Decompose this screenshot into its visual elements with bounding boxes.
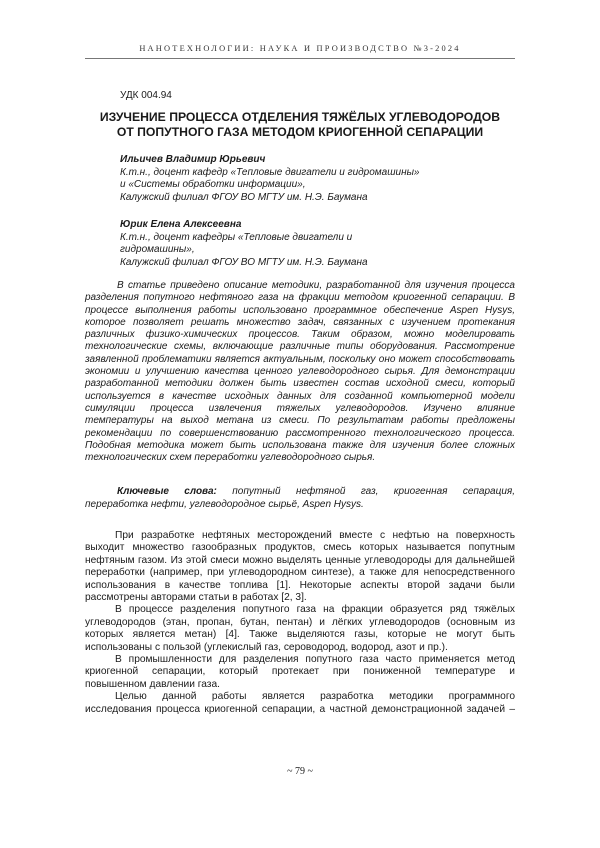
abstract-line: процессе выполнения работы использовано программное обеспечение Aspen Hysys, — [85, 304, 515, 316]
body-line: рассмотрены авторами статьи в работах [2, 3]. — [85, 592, 307, 604]
author-affiliation: Калужский филиал ФГОУ ВО МГТУ им. Н.Э. Баумана — [120, 256, 368, 268]
author-affiliation: К.т.н., доцент кафедры «Тепловые двигатели и — [120, 231, 353, 243]
abstract-line: которое позволяет решать множество задач, связанных с изучением протекания — [85, 316, 515, 328]
author-affiliation: и «Системы обработки информации», — [120, 179, 306, 190]
body-line: выходит множество газообразных продуктов, смесь которых называется попутным — [85, 542, 515, 554]
body-line: переработки (например, при углеводородном синтезе), а также для непосредственного — [85, 567, 515, 579]
body-line: использования в качестве топлива [1]. Некоторые аспекты второй задачи были — [85, 579, 515, 591]
abstract-line: различных физико-химических процессов. Таким образом, можно моделировать — [85, 329, 515, 341]
abstract-line: заявленной проблематики является актуальным, поскольку оно может способствовать — [85, 353, 515, 365]
keywords-text: попутный нефтяной газ, криогенная сепарация, — [232, 486, 516, 497]
author-affiliation: К.т.н., доцент кафедр «Тепловые двигатели и гидромашины» — [120, 166, 420, 178]
body-line: использованы с пользой (углекислый газ, сероводород, водород, азот и пр.). — [85, 641, 448, 653]
abstract-line: технологических схем переработки углеводородного сырья. — [85, 452, 376, 464]
body-line: Целью данной работы является разработка методики программного — [115, 691, 515, 703]
abstract-line: используется в качестве исходных данных для созданной компьютерной модели — [85, 390, 515, 402]
abstract-line: В статье приведено описание методики, разработанной для изучения процесса — [117, 280, 515, 291]
author-affiliation: Калужский филиал ФГОУ ВО МГТУ им. Н.Э. Баумана — [120, 191, 368, 203]
body-line: При разработке нефтяных месторождений вместе с нефтью на поверхность — [115, 530, 515, 541]
author-block — [120, 154, 420, 204]
body-line: исследования процесса криогенной сепарации, а частной демонстрационной задачей – — [85, 703, 515, 715]
keywords-line: переработка нефти, углеводородное сырьё, Aspen Hysys. — [85, 498, 364, 510]
header-divider — [85, 58, 515, 59]
abstract-line: разработанной методики должен быть известен состав исходной смеси, который — [85, 378, 515, 390]
body-line: В процессе разделения попутного газа на фракции образуется ряд тяжёлых — [115, 604, 515, 616]
author-name: Ильичев Владимир Юрьевич — [120, 154, 266, 165]
abstract-line: разделения попутного нефтяного газа на фракции методом криогенной сепарации. В — [85, 292, 515, 304]
body-line: которых является метан) [4]. Также выделяются газы, которые не могут быть — [85, 629, 515, 641]
author-block — [120, 219, 368, 269]
udk-code: УДК 004.94 — [120, 90, 172, 101]
body-line: нефтяным газом. Из этой смеси можно выделять ценные углеводороды для дальнейшей — [85, 554, 515, 566]
abstract-line: технологические схемы, включающие различные типы оборудования. Рассмотрение — [85, 341, 515, 353]
abstract-line: симуляции процесса извлечения тяжелых углеводородов. Изучено влияние — [85, 402, 515, 414]
keywords-line — [85, 486, 515, 499]
page-number: ~ 79 ~ — [287, 766, 313, 777]
body-text — [85, 530, 515, 716]
keywords-label: Ключевые слова: — [117, 486, 217, 497]
article-title — [85, 110, 515, 140]
abstract-line: Подобная методика может быть использована также для изучения более сложных — [85, 439, 515, 451]
title-line: ИЗУЧЕНИЕ ПРОЦЕССА ОТДЕЛЕНИЯ ТЯЖЁЛЫХ УГЛЕВОДОРОДОВ — [99, 110, 501, 124]
body-line: углеводородов (этан, пропан, бутан, пентан) и лёгких углеводородов (основным из — [85, 616, 515, 628]
journal-header: НАНОТЕХНОЛОГИИ: НАУКА И ПРОИЗВОДСТВО №3-2024 — [139, 44, 461, 53]
abstract-line: температуры на выход метана из смеси. По результатам работы предложены — [85, 415, 515, 427]
author-name: Юрик Елена Алексеевна — [120, 219, 242, 230]
body-line: повышенном давлении газа. — [85, 678, 220, 690]
keywords — [85, 486, 515, 511]
abstract — [85, 280, 515, 464]
abstract-line: экономии и улучшению качества ценного углеводородного сырья. Для демонстрации — [85, 366, 515, 378]
abstract-line: рекомендации по совершенствованию рассмотренного технологического процесса. — [85, 427, 515, 439]
body-line: В промышленности для разделения попутного газа часто применяется метод — [115, 654, 515, 666]
author-affiliation: гидромашины», — [120, 244, 195, 255]
body-line: криогенной сепарации, который протекает при пониженной температуре и — [85, 666, 515, 678]
title-line: ОТ ПОПУТНОГО ГАЗА МЕТОДОМ КРИОГЕННОЙ СЕПАРАЦИИ — [116, 125, 484, 139]
